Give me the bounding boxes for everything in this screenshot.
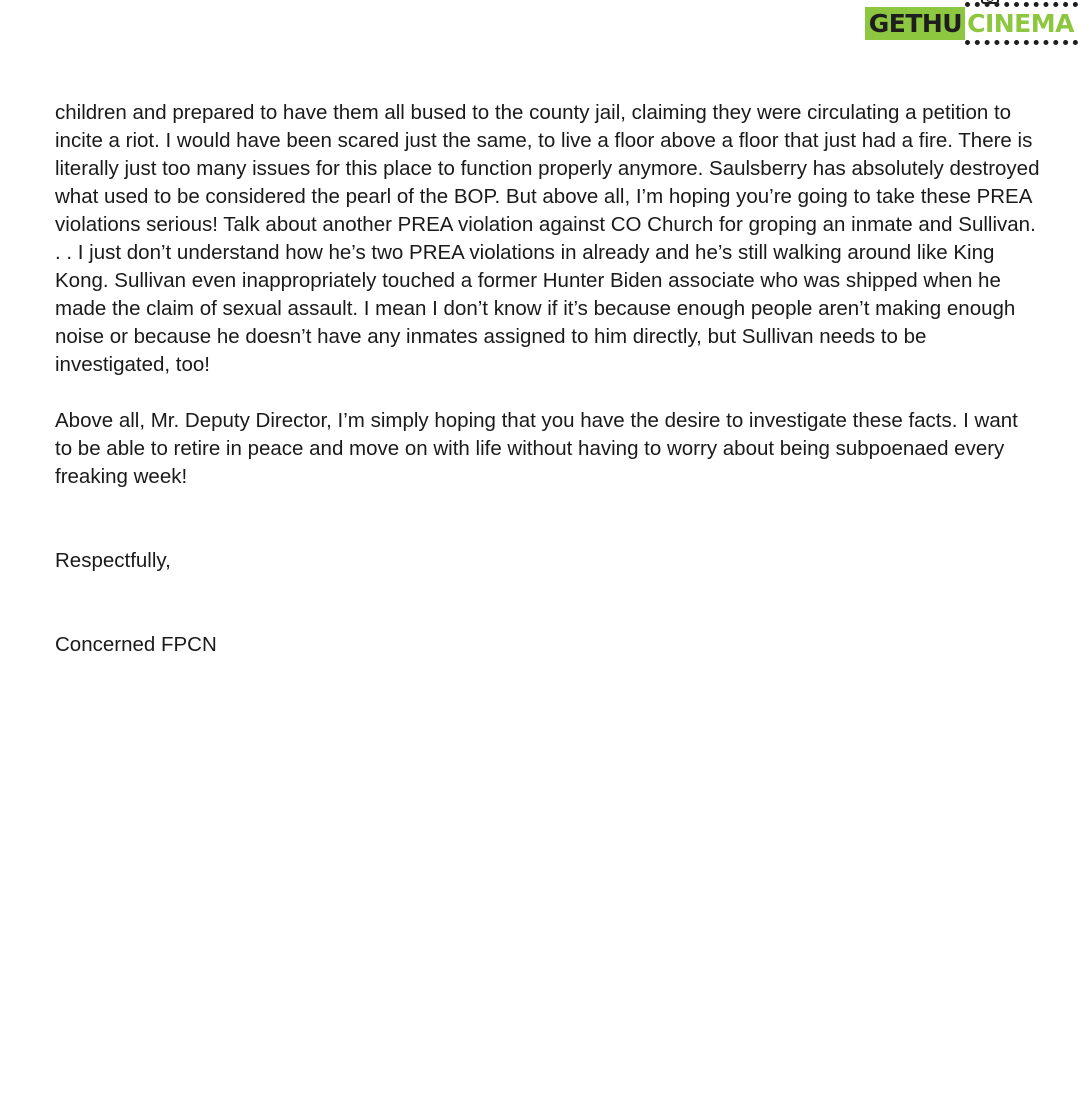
- letter-signature: Concerned FPCN: [55, 633, 217, 656]
- watermark-cinema-label: CINEMA: [967, 8, 1074, 38]
- letter-paragraph-2: Above all, Mr. Deputy Director, I’m simply hoping that you have the desire to investigate these facts. I want to be able to retire in peace and move on with life without having to worry about being subpoenaed every freaking week!: [55, 409, 1018, 488]
- watermark-text-gethu: GETHU: [865, 7, 965, 40]
- letter-closing: Respectfully,: [55, 549, 171, 572]
- letter-paragraph-1: children and prepared to have them all bused to the county jail, claiming they were circulating a petition to incite a riot. I would have been scared just the same, to live a floor above a floor that just had a fire. There is literally just too many issues for this place to function properly anymore. Saulsberry has absolutely destroyed what used to be considered the pearl of the BOP. But above all, I’m hoping you’re going to take these PREA violations serious! Talk about another PREA violation against CO Church for groping an inmate and Sullivan. . . I just don’t understand how he’s two PREA violations in already and he’s still walking around like King Kong. Sullivan even inappropriately touched a former Hunter Biden associate who was shipped when he made the claim of sexual assault. I mean I don’t know if it’s because enough people aren’t making enough noise or because he doesn’t have any inmates assigned to him directly, but Sullivan needs to be investigated, too!: [55, 101, 1040, 376]
- watermark-logo: [865, 2, 1078, 44]
- letter-body: [55, 99, 1040, 659]
- camera-icon: [981, 0, 999, 4]
- watermark-text-cinema: [965, 2, 1078, 45]
